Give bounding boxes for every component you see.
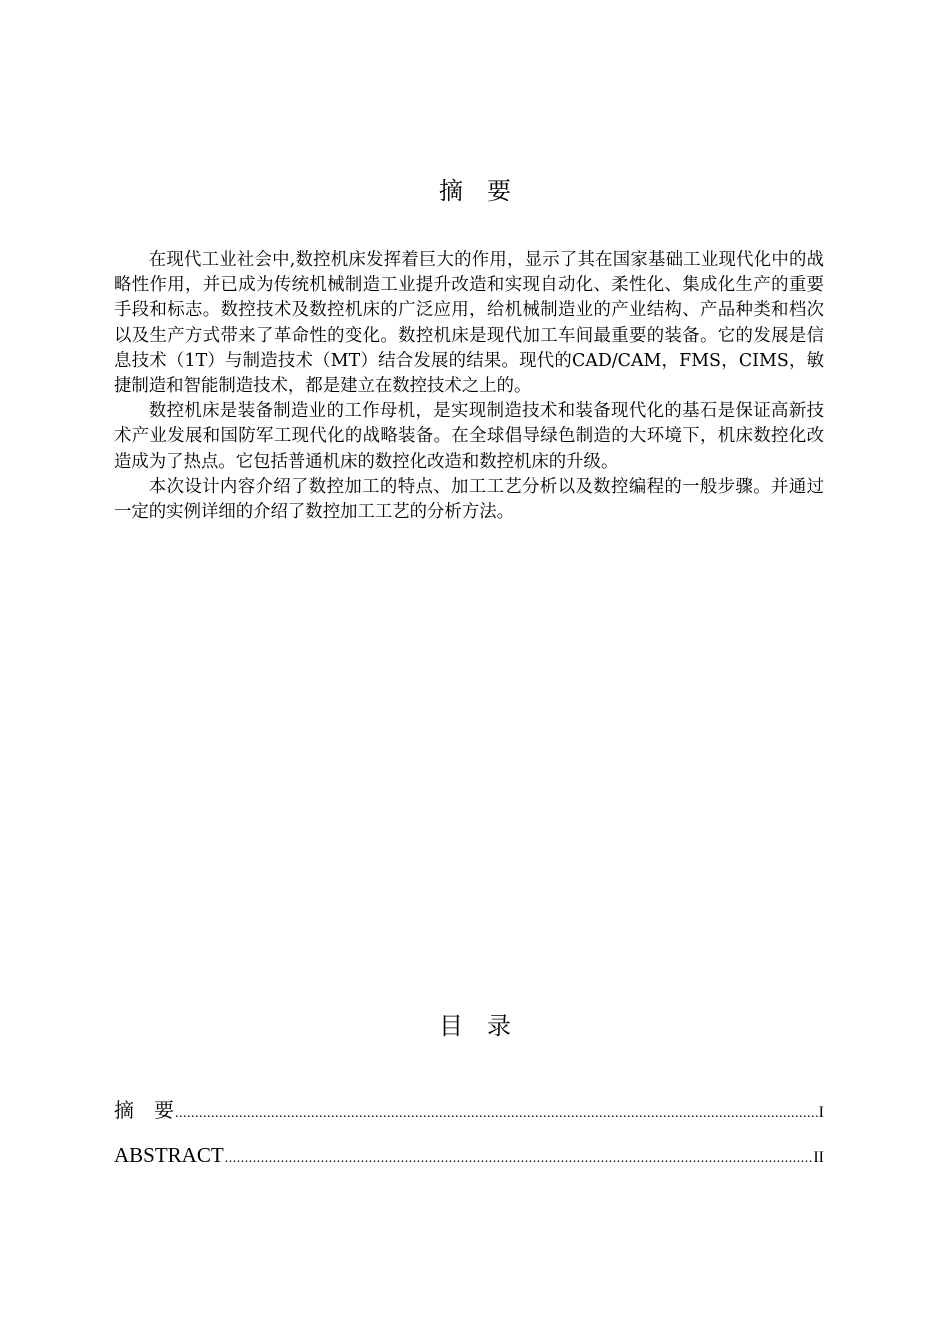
toc-page-number: I [818,1104,824,1121]
toc-entry-label: ABSTRACT [114,1143,224,1167]
toc-entry-label: 摘 要 [114,1098,174,1122]
abstract-paragraph: 在现代工业社会中,数控机床发挥着巨大的作用，显示了其在国家基础工业现代化中的战略性作用，并已成为传统机械制造工业提升改造和实现自动化、柔性化、集成化生产的重要手段和标志。数控技术及数控机床的广泛应用，给机械制造业的产业结构、产品种类和档次以及生产方式带来了革命性的变化。数控机床是现代加工车间最重要的装备。它的发展是信息技术（1T）与制造技术（MT）结合发展的结果。现代的CAD/CAM，FMS，CIMS，敏捷制造和智能制造技术，都是建立在数控技术之上的。 [114,250,824,397]
abstract-paragraph: 数控机床是装备制造业的工作母机，是实现制造技术和装备现代化的基石是保证高新技术产业发展和国防军工现代化的战略装备。在全球倡导绿色制造的大环境下，机床数控化改造成为了热点。它包括普通机床的数控化改造和数控机床的升级。 [114,401,824,472]
abstract-title: 摘 要 [439,177,511,205]
abstract-body [114,248,824,525]
abstract-paragraph: 本次设计内容介绍了数控加工的特点、加工工艺分析以及数控编程的一般步骤。并通过一定的实例详细的介绍了数控加工工艺的分析方法。 [114,476,824,523]
toc-title: 目 录 [439,1012,511,1040]
toc-page-number: II [813,1149,824,1166]
toc-dot-leader [225,1151,813,1167]
toc-dot-leader [175,1106,818,1122]
toc-entry-english-abstract[interactable] [114,1143,824,1171]
toc-entry-abstract[interactable] [114,1094,824,1122]
